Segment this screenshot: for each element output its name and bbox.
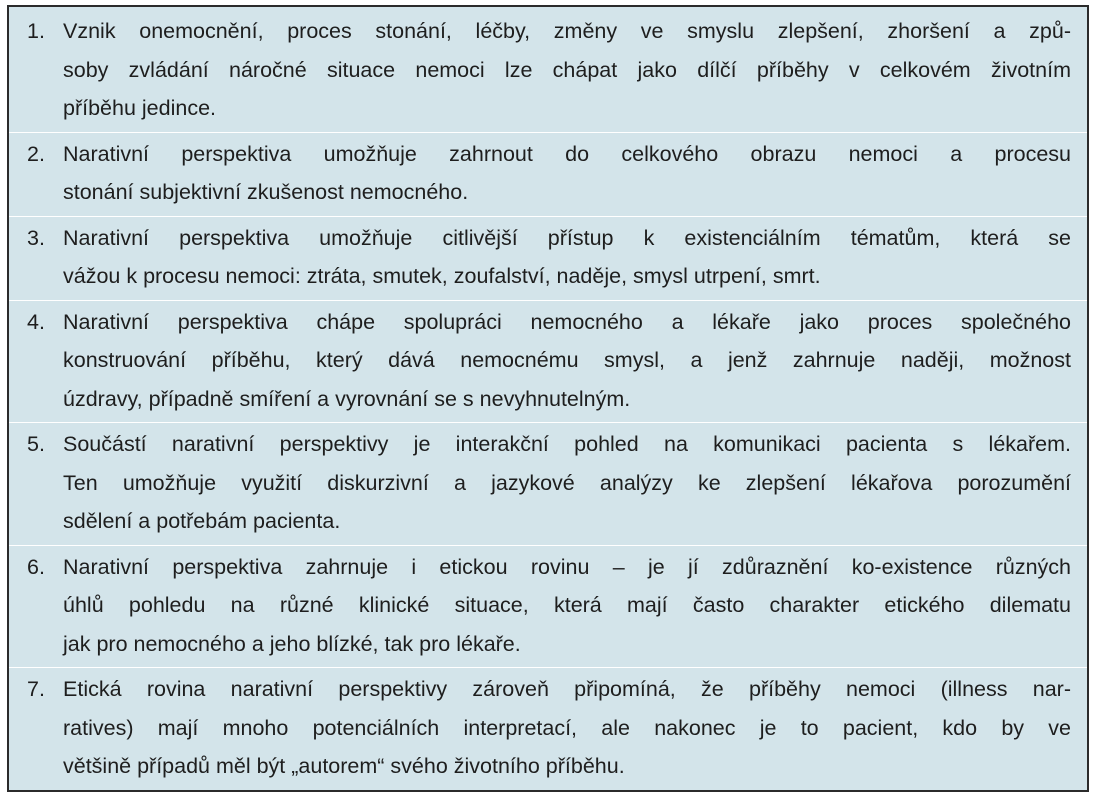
- item-divider: [9, 216, 1087, 217]
- item-text-line: jak pro nemocného a jeho blízké, tak pro lékaře.: [63, 631, 521, 656]
- item-number: 6.: [27, 554, 45, 579]
- item-text-line: Narativní perspektiva umožňuje citlivější přístup k existenciálním tématům, která se: [63, 225, 1071, 250]
- item-divider: [9, 667, 1087, 668]
- item-text-line: Narativní perspektiva zahrnuje i etickou rovinu – je jí zdůraznění ko-existence různých: [63, 554, 1071, 579]
- item-number: 7.: [27, 677, 45, 701]
- item-text-line: sdělení a potřebám pacienta.: [63, 509, 341, 533]
- item-text-line: úzdravy, případně smíření a vyrovnání se s nevyhnutelným.: [63, 386, 631, 411]
- list-item: [9, 12, 1087, 128]
- item-text-line: vážou k procesu nemoci: ztráta, smutek, zoufalství, naděje, smysl utrpení, smrt.: [63, 264, 821, 288]
- numbered-list-panel: [7, 5, 1089, 792]
- list-item: [9, 303, 1087, 419]
- item-divider: [9, 132, 1087, 133]
- item-divider: [9, 545, 1087, 546]
- item-number: 5.: [27, 432, 45, 456]
- item-number: 1.: [27, 19, 45, 43]
- list-item: [9, 425, 1087, 541]
- item-text-line: Součástí narativní perspektivy je interakční pohled na komunikaci pacienta s lékařem.: [63, 432, 1071, 456]
- item-divider: [9, 300, 1087, 301]
- list-item: [9, 548, 1087, 664]
- list-item: [9, 219, 1087, 296]
- item-number: 2.: [27, 141, 45, 166]
- numbered-list: [9, 12, 1087, 786]
- item-text-line: soby zvládání náročné situace nemoci lze chápat jako dílčí příběhy v celkovém životním: [63, 57, 1071, 82]
- item-text-line: stonání subjektivní zkušenost nemocného.: [63, 180, 469, 204]
- item-number: 3.: [27, 225, 45, 250]
- item-text-line: Narativní perspektiva chápe spolupráci nemocného a lékaře jako proces společného: [63, 309, 1071, 334]
- item-text-line: většině případů měl být „autorem“ svého životního příběhu.: [63, 754, 625, 778]
- item-text-line: Ten umožňuje využití diskurzivní a jazykové analýzy ke zlepšení lékařova porozumění: [63, 470, 1071, 495]
- item-text-line: konstruování příběhu, který dává nemocnému smysl, a jenž zahrnuje naději, možnost: [63, 348, 1071, 372]
- item-text-line: Etická rovina narativní perspektivy zároveň připomíná, že příběhy nemoci (illness nar-: [63, 677, 1071, 701]
- item-text-line: Narativní perspektiva umožňuje zahrnout do celkového obrazu nemoci a procesu: [63, 141, 1071, 166]
- item-text-line: příběhu jedince.: [63, 96, 216, 120]
- item-text-line: úhlů pohledu na různé klinické situace, která mají často charakter etického dilematu: [63, 593, 1071, 617]
- list-item: [9, 135, 1087, 212]
- item-number: 4.: [27, 309, 45, 334]
- list-item: [9, 670, 1087, 786]
- item-divider: [9, 422, 1087, 423]
- item-text-line: Vznik onemocnění, proces stonání, léčby, změny ve smyslu zlepšení, zhoršení a způ-: [63, 19, 1071, 43]
- item-text-line: ratives) mají mnoho potenciálních interpretací, ale nakonec je to pacient, kdo by ve: [63, 715, 1071, 740]
